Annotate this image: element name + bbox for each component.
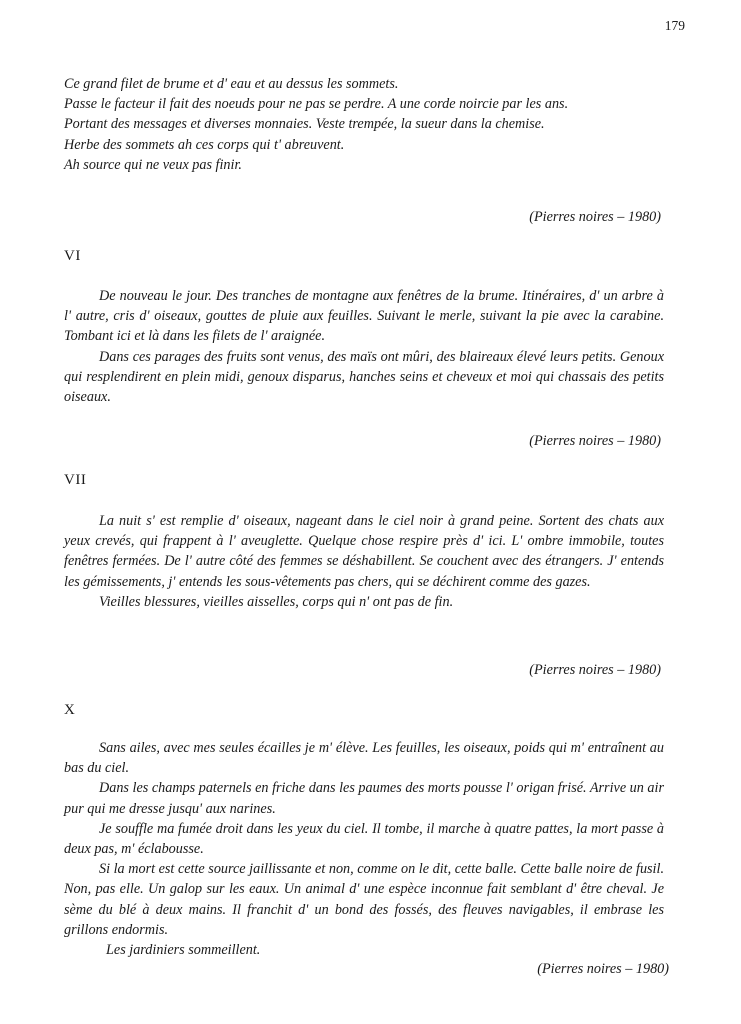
section-heading: VII — [64, 472, 87, 488]
poem-line: Ah source qui ne veux pas finir. — [64, 156, 242, 173]
paragraph: Sans ailes, avec mes seules écailles je m' élève. Les feuilles, les oiseaux, poids qui m' entraînent au bas du ciel. — [64, 740, 664, 777]
poem-line: Ce grand filet de brume et d' eau et au dessus les sommets. — [64, 76, 399, 92]
paragraph: Vieilles blessures, vieilles aisselles, corps qui n' ont pas de fin. — [99, 593, 454, 610]
paragraph: Je souffle ma fumée droit dans les yeux du ciel. Il tombe, il marche à quatre pattes, la mort passe à deux pas, m' éclabousse. — [64, 820, 664, 858]
page-number: 179 — [664, 18, 685, 33]
section-vii-text — [64, 511, 664, 612]
paragraph: Les jardiniers sommeillent. — [106, 942, 261, 959]
section-x-text — [64, 738, 664, 960]
section-vi-text — [64, 286, 664, 407]
top-poem — [64, 74, 664, 175]
paragraph: Dans ces parages des fruits sont venus, des maïs ont mûri, des blaireaux élevé leurs petits. Genoux qui resplendirent en plein midi, genoux disparus, hanches seins et cheveux et moi qui chassais des petits oiseaux. — [64, 348, 664, 406]
section-heading: VI — [64, 248, 81, 264]
poem-source: (Pierres noires – 1980) — [537, 961, 669, 977]
poem-source: (Pierres noires – 1980) — [529, 662, 661, 678]
paragraph: Dans les champs paternels en friche dans les paumes des morts pousse l' origan frisé. Arrive un air pur qui me dresse jusqu' aux narines. — [64, 780, 664, 817]
poem-source: (Pierres noires – 1980) — [529, 209, 661, 225]
poem-source: (Pierres noires – 1980) — [529, 433, 661, 449]
paragraph: De nouveau le jour. Des tranches de montagne aux fenêtres de la brume. Itinéraires, d' un arbre à l' autre, cris d' oiseaux, gouttes de pluie aux feuilles. Suivant le merle, suivant la pie avec la carabine. Tombant ici et là dans les filets de l' araignée. — [64, 288, 664, 345]
section-heading: X — [64, 702, 76, 718]
poem-line: Portant des messages et diverses monnaies. Veste trempée, la sueur dans la chemise. — [64, 116, 545, 133]
poem-line: Passe le facteur il fait des noeuds pour ne pas se perdre. A une corde noircie par les ans. — [64, 96, 569, 113]
paragraph: La nuit s' est remplie d' oiseaux, nageant dans le ciel noir à grand peine. Sortent des chats aux yeux crevés, qui frappent à l' aveuglette. Quelque chose respire près d' ici. L' ombre immobile, toutes fenêtres fermées. De l' autre côté des femmes se déshabillent. Se couchent avec des étrangers. J' entends les gémissements, j' entends les sous-vêtements pas chers, qui se déchirent comme des gazes. — [64, 513, 664, 590]
poem-line: Herbe des sommets ah ces corps qui t' abreuvent. — [64, 136, 345, 153]
paragraph: Si la mort est cette source jaillissante et non, comme on le dit, cette balle. Cette balle noire de fusil. Non, pas elle. Un galop sur les eaux. Un animal d' une espèce inconnue fait semblant d' être cheval. Je sème du blé à deux mains. Il franchit d' un bond des fossés, des fleuves navigables, il embrase les grillons endormis. — [64, 861, 664, 938]
